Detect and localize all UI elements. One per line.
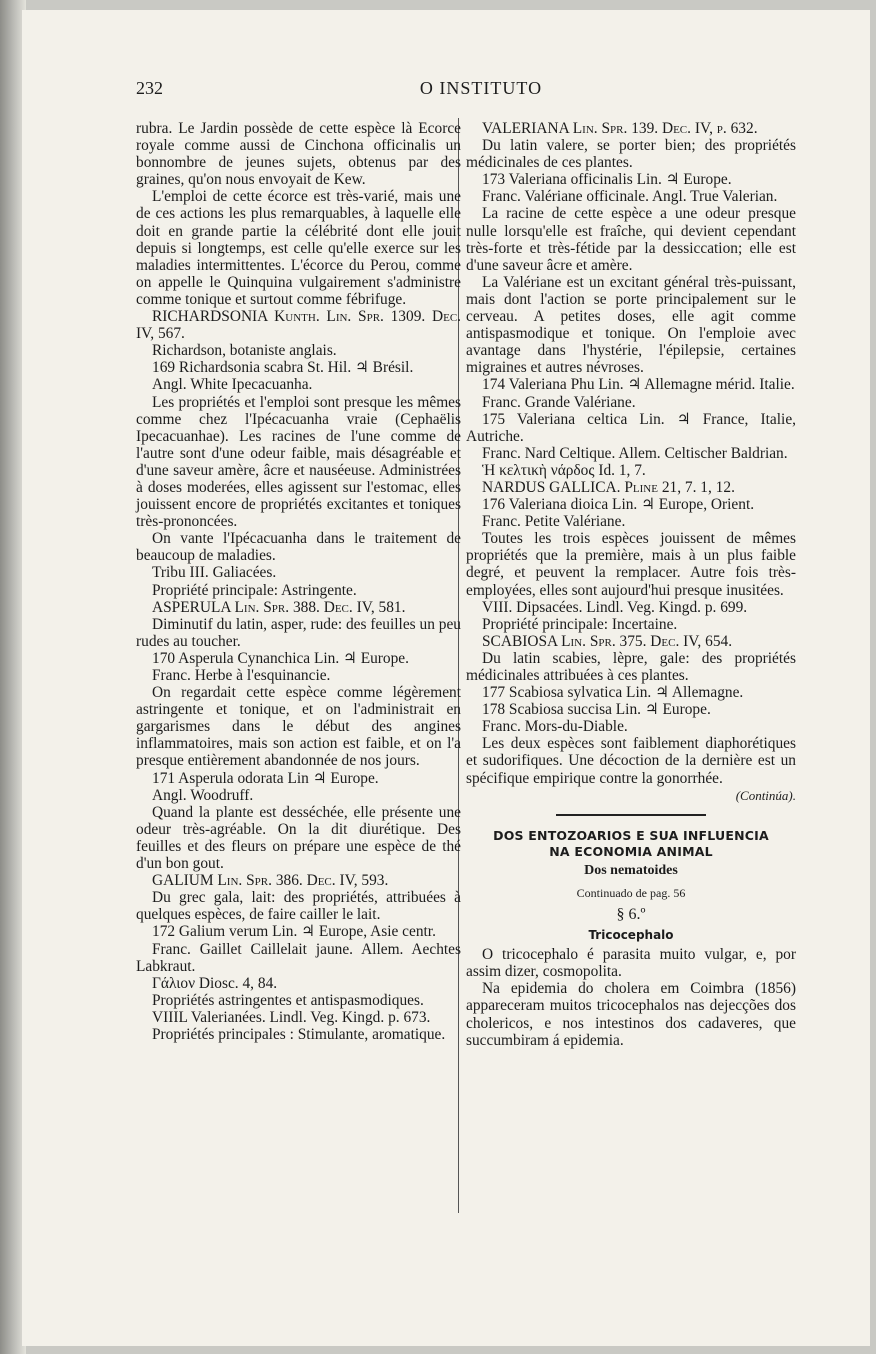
common-name: Franc. Grande Valériane. (482, 393, 636, 411)
genus-entry: VALERIANA Lin. Spr. 139. Dec. IV, p. 632. (482, 120, 758, 137)
common-name: Franc. Valériane officinale. Angl. True Valerian. (482, 188, 778, 206)
species-entry: 171 Asperula odorata Lin ♃ Europe. (152, 769, 379, 787)
article-title-line: DOS ENTOZOARIOS E SUA INFLUENCIA (493, 827, 769, 843)
common-name: Franc. Gaillet Caillelait jaune. Allem. Aechtes Labkraut. (136, 940, 461, 975)
article-title-line: NA ECONOMIA ANIMAL (549, 843, 713, 859)
genus-entry: NARDUS GALLICA. Pline 21, 7. 1, 12. (482, 478, 735, 496)
paragraph: Du latin scabies, lèpre, gale: des propriétés médicinales attribuées à ces plantes. (466, 649, 796, 684)
common-name: Franc. Mors-du-Diable. (482, 718, 628, 736)
continua-note: (Continúa). (735, 787, 796, 803)
species-entry: 178 Scabiosa succisa Lin. ♃ Europe. (482, 701, 711, 719)
paragraph: On regardait cette espèce comme légèrement astringente et tonique, et on l'administrait en gargarismes dans le début des angines inflammatoires, mais son action est faible, et on l'a presque entièrement abandonnée de nos jours. (136, 684, 461, 770)
species-entry: 172 Galium verum Lin. ♃ Europe, Asie centr. (152, 923, 436, 941)
paragraph: L'emploi de cette écorce est très-varié, mais une de ces actions les plus remarquables, à laquelle elle doit en grande partie la célébrité dont elle jouit depuis si longtemps, est celle qu'elle exerce sur les maladies intermittentes. L'écorce du Perou, comme on appelle le Quinquina vulgairement s'administre comme tonique et surtout comme fébrifuge. (136, 188, 461, 308)
paragraph: Les deux espèces sont faiblement diaphorétiques et sudorifiques. Une décoction de la dernière est un spécifique empirique contre la gonorrhée. (466, 735, 796, 787)
paragraph: Propriétés astringentes et antispasmodiques. (152, 991, 424, 1009)
genus-entry: SCABIOSA Lin. Spr. 375. Dec. IV, 654. (482, 632, 733, 650)
paragraph: Diminutif du latin, asper, rude: des feuilles un peu rudes au toucher. (136, 615, 461, 650)
page-header (136, 78, 826, 102)
common-name: Angl. White Ipecacuanha. (152, 376, 313, 394)
genus-entry: RICHARDSONIA Kunth. Lin. Spr. 1309. Dec. IV, 567. (136, 308, 461, 343)
right-column (466, 120, 796, 1049)
article-subtitle: Dos nematoides (584, 862, 678, 878)
species-entry: 173 Valeriana officinalis Lin. ♃ Europe. (482, 171, 732, 189)
paragraph: Richardson, botaniste anglais. (152, 342, 337, 360)
common-name: Franc. Petite Valériane. (482, 513, 626, 531)
left-column (136, 120, 461, 1043)
species-entry: 175 Valeriana celtica Lin. ♃ France, Italie, Autriche. (466, 410, 796, 445)
species-entry: 170 Asperula Cynanchica Lin. ♃ Europe. (152, 649, 409, 667)
paragraph: Na epidemia do cholera em Coimbra (1856) appareceram muitos tricocephalos nas dejecções dos cholericos, e nos intestinos dos cadaveres, que succumbiram á epidemia. (466, 980, 796, 1049)
page-number: 232 (136, 78, 163, 98)
section-subhead: Tricocephalo (588, 928, 674, 943)
species-entry: 174 Valeriana Phu Lin. ♃ Allemagne mérid. Italie. (482, 376, 795, 394)
section-number: § 6.º (616, 905, 646, 923)
paragraph: La Valériane est un excitant général très-puissant, mais dont l'action se porte principalement sur le cerveau. A petites doses, elle agit comme antispasmodique et tonique. On l'emploie avec avantage dans l'hystérie, l'épilepsie, certaines migraines et autres névroses. (466, 273, 796, 377)
paragraph: Toutes les trois espèces jouissent de mêmes propriétés que la première, mais à un plus faible degré, et peuvent la remplacer. Autre fois très-employées, elles sont aujourd'hui presque inusitées. (466, 530, 796, 599)
continued-note: Continuado de pag. 56 (576, 885, 686, 900)
property-line: Propriété principale: Incertaine. (482, 615, 678, 633)
property-line: Propriété principale: Astringente. (152, 581, 357, 599)
common-name: Franc. Herbe à l'esquinancie. (152, 667, 331, 684)
paragraph: Du latin valere, se porter bien; des propriétés médicinales de ces plantes. (466, 137, 796, 172)
paragraph: Les propriétés et l'emploi sont presque les mêmes comme chez l'Ipécacuanha vraie (Cephaëlis Ipecacuanhae). Les racines de l'une comme de l'autre sont d'une odeur faible, mais désagréable et d'une saveur amère, âcre et nauséeuse. Administrées à doses moderées, elles agissent sur l'estomac, elles jouissent encore de propriétés excitantes et toniques très-prononcées. (136, 393, 461, 531)
paragraph: La racine de cette espèce a une odeur presque nulle lorsqu'elle est fraîche, qui devient cependant très-forte et très-fétide par la dessiccation; elle est d'une saveur âcre et amère. (466, 205, 796, 274)
property-line: Propriétés principales : Stimulante, aromatique. (152, 1025, 446, 1043)
section-divider (556, 814, 706, 816)
paragraph: O tricocephalo é parasita muito vulgar, e, por assim dizer, cosmopolita. (466, 946, 796, 981)
common-name: Angl. Woodruff. (152, 786, 254, 804)
family-heading: VIIIL Valerianées. Lindl. Veg. Kingd. p. 673. (152, 1008, 431, 1026)
family-heading: VIII. Dipsacées. Lindl. Veg. Kingd. p. 699. (482, 598, 748, 616)
species-entry: 176 Valeriana dioica Lin. ♃ Europe, Orient. (482, 496, 755, 514)
species-entry: 169 Richardsonia scabra St. Hil. ♃ Brésil. (152, 359, 414, 377)
genus-entry: GALIUM Lin. Spr. 386. Dec. IV, 593. (152, 872, 389, 890)
paragraph: Du grec gala, lait: des propriétés, attribuées à quelques espèces, de faire cailler le lait. (136, 889, 461, 924)
genus-entry: ASPERULA Lin. Spr. 388. Dec. IV, 581. (152, 598, 406, 616)
running-title: O INSTITUTO (419, 78, 543, 98)
species-entry: 177 Scabiosa sylvatica Lin. ♃ Allemagne. (482, 684, 744, 702)
greek-reference: Γάλιον Diosc. 4, 84. (152, 974, 278, 992)
article-title (466, 828, 796, 860)
common-name: Franc. Nard Celtique. Allem. Celtischer Baldrian. (482, 444, 788, 462)
paragraph: On vante l'Ipécacuanha dans le traitement de beaucoup de maladies. (136, 530, 461, 565)
paragraph: rubra. Le Jardin possède de cette espèce là Ecorce royale comme aussi de Cinchona officinalis un bonnombre de jeunes sujets, obtenus par des graines, qu'on nous envoyait de Kew. (136, 120, 461, 189)
tribe-heading: Tribu III. Galiacées. (152, 564, 277, 582)
greek-reference: Ἡ κελτικὴ νάρδος Id. 1, 7. (482, 461, 646, 479)
paragraph: Quand la plante est desséchée, elle présente une odeur très-agréable. On la dit diurétique. Des feuilles et des fleurs on prépare une espèce de thé d'un bon gout. (136, 803, 461, 873)
